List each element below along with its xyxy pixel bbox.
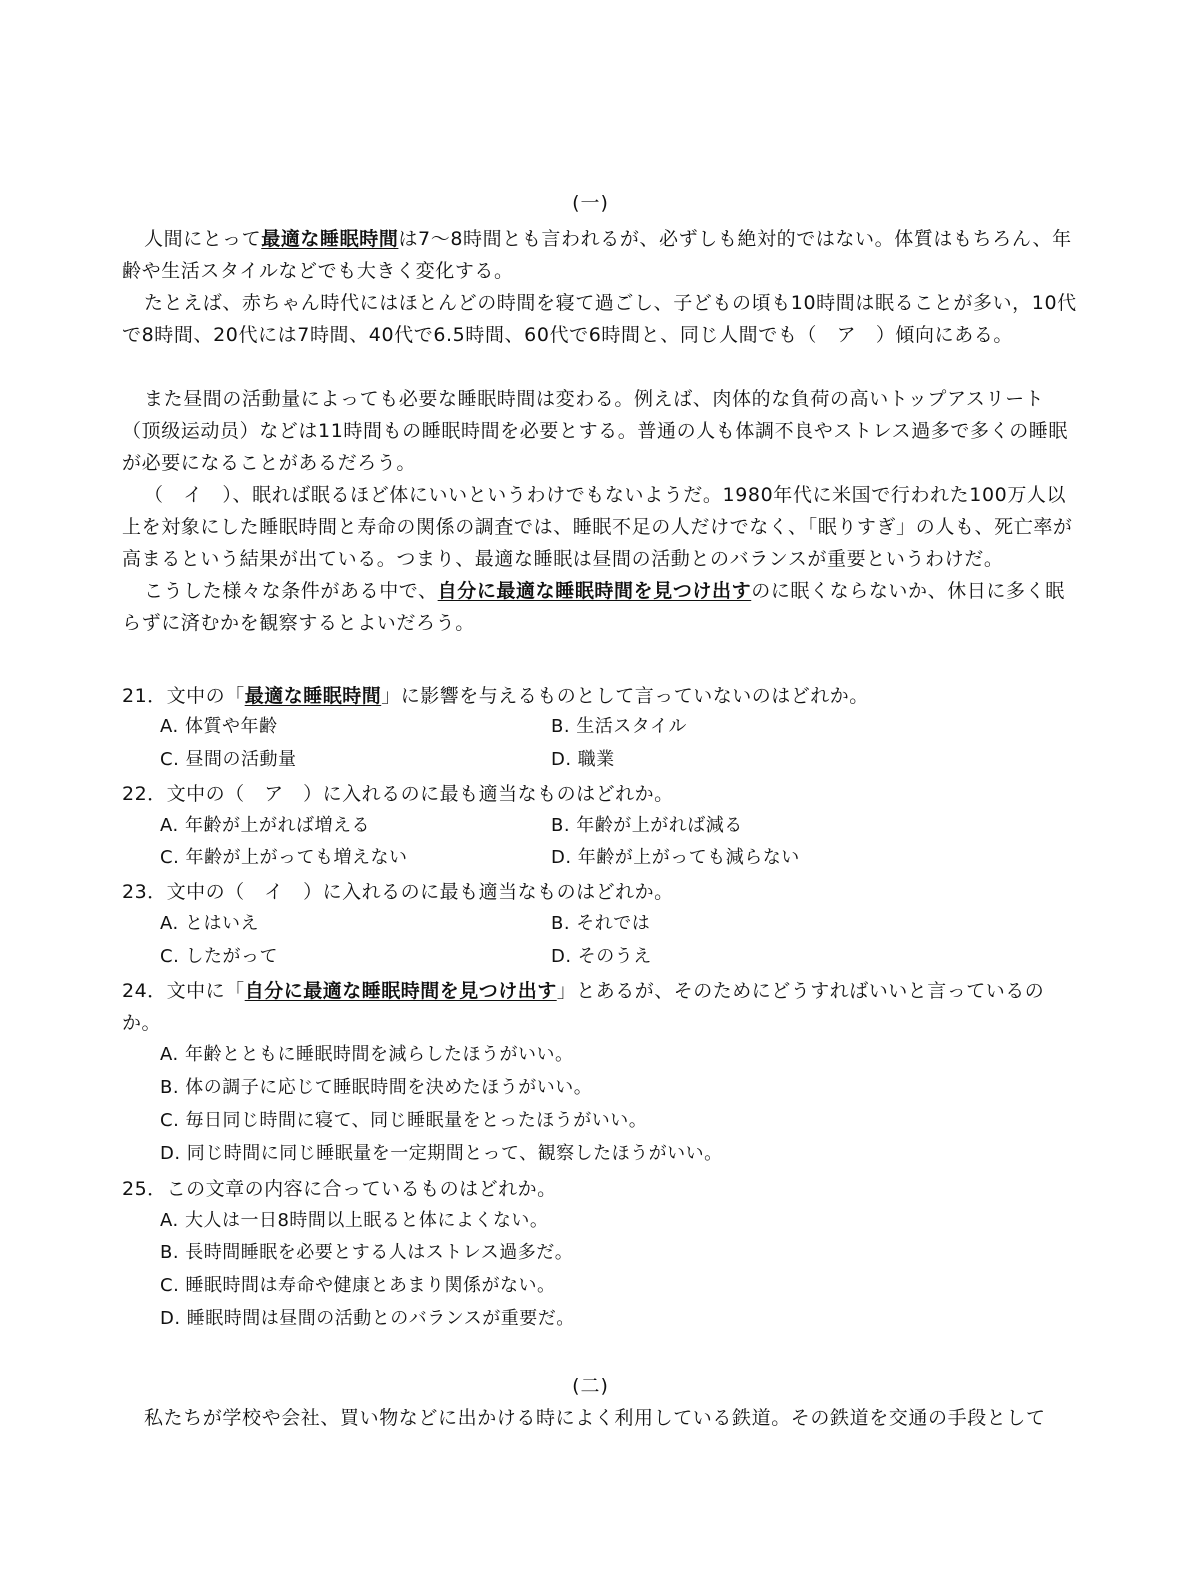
q24-option-c: C. 毎日同じ時間に寝て、同じ睡眠量をとったほうがいい。 xyxy=(160,1110,648,1131)
paragraph-3: また昼間の活動量によっても必要な睡眠時間は変わる。例えば、肉体的な負荷の高いトップアスリート（顶级运动员）などは11時間もの睡眠時間を必要とする。普通の人も体調不良やストレス過多で多くの睡眠が必要になることがあるだろう。 xyxy=(122,388,1069,474)
q23-option-c: C. したがって xyxy=(160,946,279,967)
question-24: 24．文中に「自分に最適な睡眠時間を見つけ出す」とあるが、そのためにどうすればいいと言っているのか。 xyxy=(122,980,1045,1034)
section-2-marker: (二) xyxy=(572,1375,609,1397)
q21-option-c: C. 昼間の活動量 xyxy=(160,749,297,770)
paragraph-1: 人間にとって最適な睡眠時間は7〜8時間とも言われるが、必ずしも絶対的ではない。体質はもちろん、年齢や生活スタイルなどでも大きく変化する。 xyxy=(122,228,1072,282)
paragraph-5: こうした様々な条件がある中で、自分に最適な睡眠時間を見つけ出すのに眠くならないか、休日に多く眠らずに済むかを観察するとよいだろう。 xyxy=(122,580,1065,634)
q23-option-a: A. とはいえ xyxy=(160,913,259,934)
q24-option-b: B. 体の調子に応じて睡眠時間を決めたほうがいい。 xyxy=(160,1077,593,1098)
question-21: 21．文中の「最適な睡眠時間」に影響を与えるものとして言っていないのはどれか。 xyxy=(122,685,869,707)
underlined-phrase: 最適な睡眠時間 xyxy=(244,685,382,707)
paragraph-4: （ イ ）、眠れば眠るほど体にいいというわけでもないようだ。1980年代に米国で行われた100万人以上を対象にした睡眠時間と寿命の関係の調査では、睡眠不足の人だけでなく、「眠りすぎ」の人も、死亡率が高まるという結果が出ている。つまり、最適な睡眠は昼間の活動とのバランスが重要というわけだ。 xyxy=(122,484,1073,570)
underlined-phrase: 最適な睡眠時間 xyxy=(261,228,399,250)
section-2-first-line: 私たちが学校や会社、買い物などに出かける時によく利用している鉄道。その鉄道を交通の手段として xyxy=(144,1407,1046,1429)
question-22: 22．文中の（ ア ）に入れるのに最も適当なものはどれか。 xyxy=(122,783,674,805)
q22-option-a: A. 年齢が上がれば増える xyxy=(160,815,370,836)
q23-option-b: B. それでは xyxy=(551,913,651,934)
q22-option-b: B. 年齢が上がれば減る xyxy=(551,815,743,836)
q23-option-d: D. そのうえ xyxy=(551,946,652,967)
q22-option-c: C. 年齢が上がっても増えない xyxy=(160,847,408,868)
q25-option-c: C. 睡眠時間は寿命や健康とあまり関係がない。 xyxy=(160,1275,556,1296)
q21-option-a: A. 体質や年齢 xyxy=(160,716,278,737)
question-23: 23．文中の（ イ ）に入れるのに最も適当なものはどれか。 xyxy=(122,881,674,903)
paragraph-2: たとえば、赤ちゃん時代にはほとんどの時間を寝て過ごし、子どもの頃も10時間は眠ることが多い，10代で8時間、20代には7時間、40代で6.5時間、60代で6時間と、同じ人間でも（ ア ）傾向にある。 xyxy=(122,292,1077,346)
q25-option-a: A. 大人は一日8時間以上眠ると体によくない。 xyxy=(160,1210,549,1231)
q22-option-d: D. 年齢が上がっても減らない xyxy=(551,847,800,868)
underlined-phrase: 自分に最適な睡眠時間を見つけ出す xyxy=(437,580,752,602)
question-25: 25．この文章の内容に合っているものはどれか。 xyxy=(122,1178,557,1200)
q24-option-a: A. 年齢とともに睡眠時間を減らしたほうがいい。 xyxy=(160,1044,574,1065)
q21-option-b: B. 生活スタイル xyxy=(551,716,687,737)
section-1-marker: (一) xyxy=(572,192,609,214)
q24-option-d: D. 同じ時間に同じ睡眠量を一定期間とって、観察したほうがいい。 xyxy=(160,1143,723,1164)
q25-option-d: D. 睡眠時間は昼間の活動とのバランスが重要だ。 xyxy=(160,1308,575,1329)
underlined-phrase: 自分に最適な睡眠時間を見つけ出す xyxy=(244,980,557,1002)
q25-option-b: B. 長時間睡眠を必要とする人はストレス過多だ。 xyxy=(160,1242,574,1263)
q21-option-d: D. 職業 xyxy=(551,749,615,770)
